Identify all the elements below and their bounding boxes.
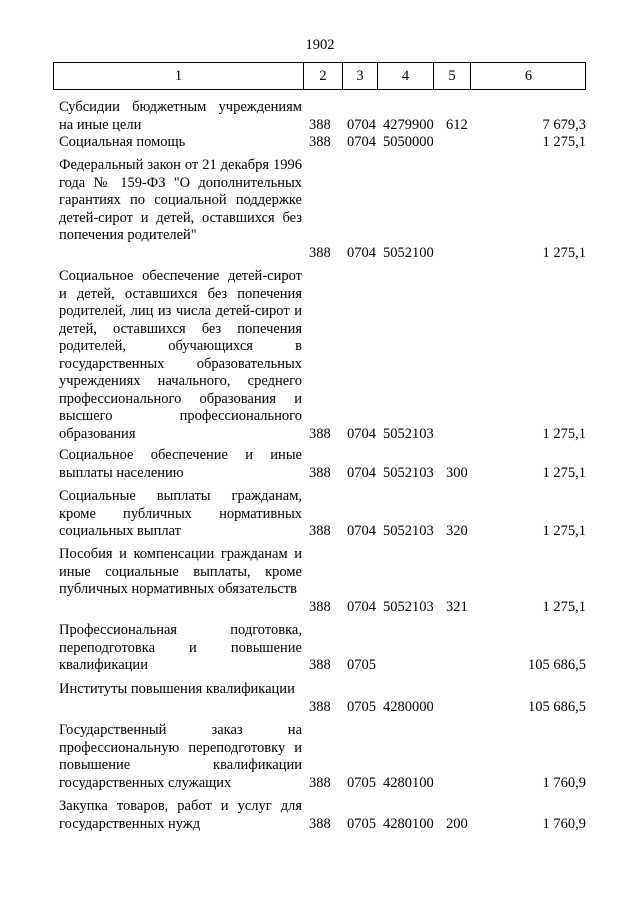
row-description: Субсидии бюджетным учреждениям на иные цели bbox=[59, 99, 302, 133]
row-col-5: 300 bbox=[446, 464, 468, 481]
row-col-2: 388 bbox=[309, 244, 331, 261]
row-description: Социальные выплаты гражданам, кроме публичных нормативных социальных выплат bbox=[59, 488, 302, 539]
row-col-3: 0704 bbox=[347, 523, 376, 539]
row-col-4: 4280100 bbox=[383, 815, 434, 832]
header-col-5: 5 bbox=[434, 63, 471, 89]
row-col-3: 0704 bbox=[347, 425, 376, 442]
row-col-2: 388 bbox=[309, 598, 331, 615]
row-col-6: 1 275,1 bbox=[542, 425, 586, 442]
row-col-2: 388 bbox=[309, 134, 331, 150]
row-col-6: 1 275,1 bbox=[542, 244, 586, 261]
row-col-5: 321 bbox=[446, 598, 468, 615]
row-col-6: 1 275,1 bbox=[542, 523, 586, 539]
row-col-5: 612 bbox=[446, 116, 468, 133]
row-col-4: 5052103 bbox=[383, 598, 434, 615]
row-col-2: 388 bbox=[309, 815, 331, 832]
row-col-3: 0704 bbox=[347, 244, 376, 261]
row-col-6: 1 760,9 bbox=[542, 815, 586, 832]
row-col-5: 200 bbox=[446, 815, 468, 832]
header-col-1: 1 bbox=[54, 63, 304, 89]
row-col-4: 5052100 bbox=[383, 244, 434, 261]
header-col-3: 3 bbox=[343, 63, 378, 89]
row-col-4: 4280000 bbox=[383, 698, 434, 715]
row-col-2: 388 bbox=[309, 657, 331, 673]
row-col-6: 1 275,1 bbox=[542, 598, 586, 615]
row-col-2: 388 bbox=[309, 523, 331, 539]
row-col-3: 0705 bbox=[347, 698, 376, 715]
row-col-6: 1 275,1 bbox=[542, 464, 586, 481]
row-col-4: 5050000 bbox=[383, 134, 434, 150]
row-col-6: 105 686,5 bbox=[528, 657, 586, 673]
row-col-6: 105 686,5 bbox=[528, 698, 586, 715]
row-col-4: 4279900 bbox=[383, 116, 434, 133]
row-description: Социальное обеспечение детей-сирот и детей, оставшихся без попечения родителей, лиц из числа детей-сирот и детей, оставшихся без попечения родителей, обучающихся в государственных образовательных учреждениях начального, среднего профессионального образования и высшего профессионального образования bbox=[59, 268, 302, 442]
row-description: Закупка товаров, работ и услуг для государственных нужд bbox=[59, 798, 302, 832]
row-col-4: 5052103 bbox=[383, 425, 434, 442]
row-description: Профессиональная подготовка, переподготовка и повышение квалификации bbox=[59, 622, 302, 673]
row-description: Социальное обеспечение и иные выплаты населению bbox=[59, 447, 302, 481]
row-col-4: 4280100 bbox=[383, 774, 434, 791]
row-description: Государственный заказ на профессиональную переподготовку и повышение квалификации государственных служащих bbox=[59, 722, 302, 791]
row-col-3: 0704 bbox=[347, 116, 376, 133]
header-col-4: 4 bbox=[378, 63, 434, 89]
table-header bbox=[53, 62, 586, 90]
row-description: Пособия и компенсации гражданам и иные социальные выплаты, кроме публичных нормативных обязательств bbox=[59, 546, 302, 597]
page-number: 1902 bbox=[305, 37, 335, 53]
row-col-2: 388 bbox=[309, 698, 331, 715]
row-col-5: 320 bbox=[446, 523, 468, 539]
row-description: Институты повышения квалификации bbox=[59, 681, 295, 697]
row-col-3: 0705 bbox=[347, 774, 376, 791]
row-col-4: 5052103 bbox=[383, 523, 434, 539]
row-col-2: 388 bbox=[309, 116, 331, 133]
row-col-6: 1 275,1 bbox=[542, 134, 586, 150]
row-description: Федеральный закон от 21 декабря 1996 года № 159-ФЗ "О дополнительных гарантиях по социальной поддержке детей-сирот и детей, оставшихся без попечения родителей" bbox=[59, 157, 302, 243]
row-col-3: 0705 bbox=[347, 815, 376, 832]
row-col-6: 7 679,3 bbox=[542, 116, 586, 133]
row-col-6: 1 760,9 bbox=[542, 774, 586, 791]
row-description: Социальная помощь bbox=[59, 134, 186, 150]
row-col-3: 0704 bbox=[347, 464, 376, 481]
row-col-2: 388 bbox=[309, 774, 331, 791]
row-col-3: 0704 bbox=[347, 598, 376, 615]
row-col-2: 388 bbox=[309, 464, 331, 481]
row-col-3: 0704 bbox=[347, 134, 376, 150]
header-col-2: 2 bbox=[304, 63, 343, 89]
header-col-6: 6 bbox=[524, 68, 533, 84]
row-col-4: 5052103 bbox=[383, 464, 434, 481]
row-col-3: 0705 bbox=[347, 657, 376, 673]
row-col-2: 388 bbox=[309, 425, 331, 442]
